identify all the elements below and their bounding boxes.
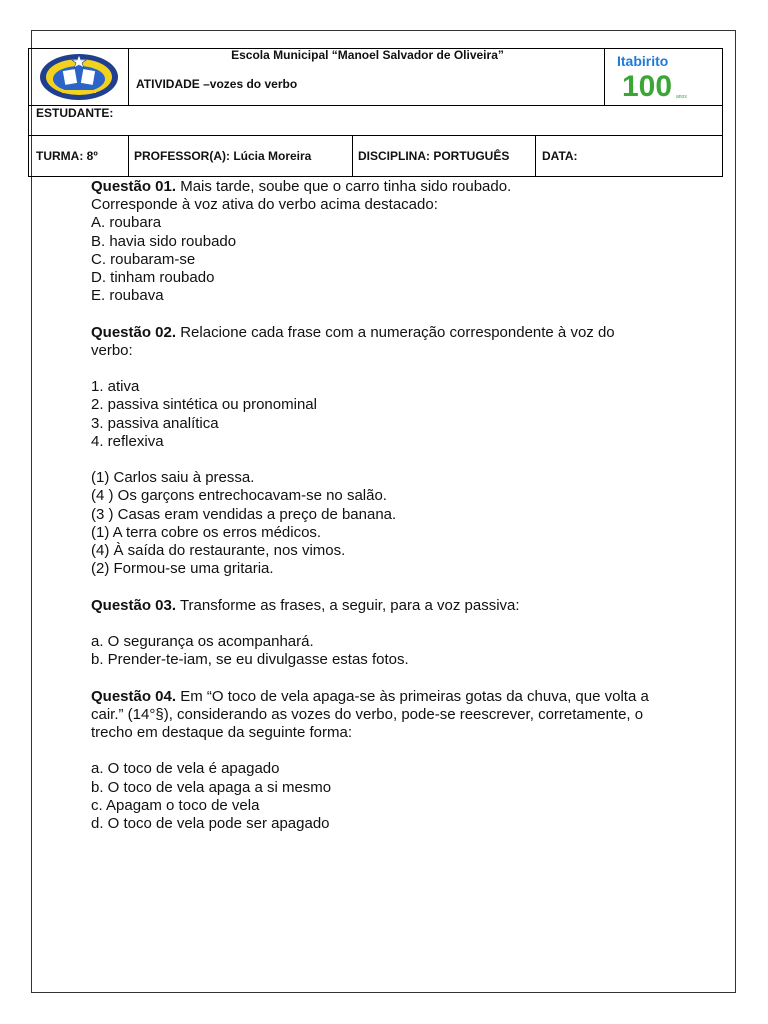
- question-3-statement: [91, 597, 721, 615]
- info-divider-2: [352, 135, 353, 177]
- question-4-text-cont: cair.” (14°§), considerando as vozes do verbo, pode-se reescrever, corretamente, o: [91, 705, 644, 723]
- question-1-instruction: Corresponde à voz ativa do verbo acima destacado:: [91, 196, 438, 214]
- info-divider-3: [535, 135, 536, 177]
- question-4-option-b: b. O toco de vela apaga a si mesmo: [91, 778, 332, 796]
- question-2-statement: [91, 324, 721, 342]
- question-1-label: Questão 01.: [91, 178, 177, 195]
- numbering-item: 3. passiva analítica: [91, 414, 219, 432]
- question-1-option-b: B. havia sido roubado: [91, 232, 237, 250]
- itabirito-100-logo: [614, 52, 694, 107]
- sentence-item: (1) Carlos saiu à pressa.: [91, 469, 255, 487]
- question-1-statement: [91, 178, 721, 196]
- school-name: Escola Municipal “Manoel Salvador de Oliveira”: [231, 48, 504, 62]
- turma-field: TURMA: 8º: [36, 149, 98, 163]
- question-1-option-a: A. roubara: [91, 214, 162, 232]
- header-divider-left: [128, 48, 129, 106]
- activity-title: ATIVIDADE –vozes do verbo: [136, 77, 298, 91]
- question-2-text: Relacione cada frase com a numeração correspondente à voz do: [176, 323, 615, 341]
- student-row: [28, 106, 723, 136]
- question-1-option-c: C. roubaram-se: [91, 250, 196, 268]
- question-1-option-d: D. tinham roubado: [91, 269, 215, 287]
- question-3-item-b: b. Prender-te-iam, se eu divulgasse estas fotos.: [91, 651, 409, 669]
- school-crest-logo: [38, 52, 120, 107]
- question-3-label: Questão 03.: [91, 596, 177, 614]
- sentence-item: (2) Formou-se uma gritaria.: [91, 560, 274, 578]
- disciplina-field: DISCIPLINA: PORTUGUÊS: [358, 149, 510, 163]
- question-4-option-c: c. Apagam o toco de vela: [91, 796, 260, 814]
- question-4-statement: [91, 688, 721, 706]
- sentence-item: (1) A terra cobre os erros médicos.: [91, 523, 322, 541]
- question-4-option-a: a. O toco de vela é apagado: [91, 760, 280, 778]
- question-4-label: Questão 04.: [91, 687, 177, 705]
- question-1-option-e: E. roubava: [91, 287, 164, 305]
- questions-content: [91, 178, 721, 833]
- question-4-text: Em “O toco de vela apaga-se às primeiras gotas da chuva, que volta a: [176, 687, 649, 705]
- question-4-text-cont2: trecho em destaque da seguinte forma:: [91, 724, 352, 741]
- question-2-label: Questão 02.: [91, 323, 177, 341]
- numbering-item: 1. ativa: [91, 378, 140, 396]
- question-2-text-cont: verbo:: [91, 341, 133, 359]
- data-field: DATA:: [542, 149, 578, 163]
- city-logo-number: 100: [622, 70, 673, 102]
- numbering-item: 4. reflexiva: [91, 432, 164, 450]
- info-divider-1: [128, 135, 129, 177]
- sentence-item: (4) À saída do restaurante, nos vimos.: [91, 542, 346, 560]
- city-logo-suffix: anos: [676, 94, 687, 100]
- sentence-item: (4 ) Os garçons entrechocavam-se no salão.: [91, 487, 387, 505]
- city-logo-text: Itabirito: [617, 53, 669, 69]
- question-3-text: Transforme as frases, a seguir, para a voz passiva:: [176, 596, 520, 614]
- professor-field: PROFESSOR(A): Lúcia Moreira: [134, 149, 312, 163]
- question-3-item-a: a. O segurança os acompanhará.: [91, 633, 314, 650]
- student-label: ESTUDANTE:: [36, 106, 114, 120]
- question-1-text: Mais tarde, soube que o carro tinha sido roubado.: [176, 178, 512, 195]
- sentence-item: (3 ) Casas eram vendidas a preço de banana.: [91, 505, 397, 523]
- question-4-option-d: d. O toco de vela pode ser apagado: [91, 815, 330, 832]
- numbering-item: 2. passiva sintética ou pronominal: [91, 396, 317, 414]
